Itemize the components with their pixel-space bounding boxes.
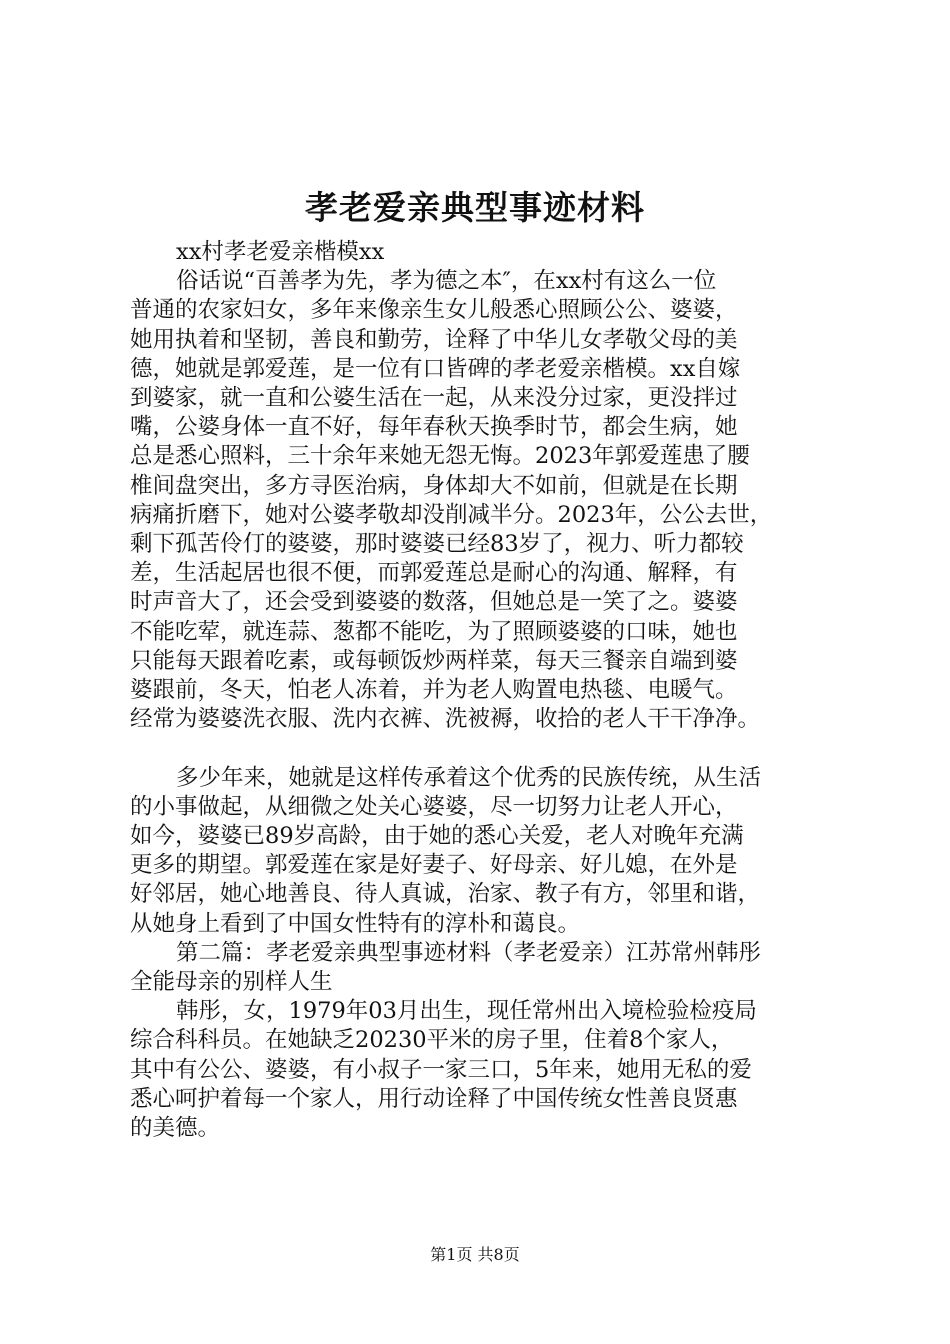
text-line: 的美德。 bbox=[130, 1115, 221, 1142]
text-line: 普通的农家妇女，多年来像亲生女儿般悉心照顾公公、婆婆， bbox=[130, 297, 738, 324]
section-heading-line: 全能母亲的别样人生 bbox=[130, 969, 333, 996]
text-line: 其中有公公、婆婆，有小叔子一家三口，5年来，她用无私的爱 bbox=[130, 1056, 752, 1083]
text-line: 综合科科员。在她缺乏20230平米的房子里，住着8个家人， bbox=[130, 1027, 734, 1054]
text-line: 不能吃荤，就连蒜、葱都不能吃，为了照顾婆婆的口味，她也 bbox=[130, 618, 738, 645]
subtitle-line: xx村孝老爱亲楷模xx bbox=[176, 239, 385, 265]
page-indicator: 第1页 共8页 bbox=[430, 1245, 520, 1264]
text-line: 到婆家，就一直和公婆生活在一起，从来没分过家，更没拌过 bbox=[130, 385, 738, 412]
text-line: 经常为婆婆洗衣服、洗内衣裤、洗被褥，收拾的老人干干净净。 bbox=[130, 706, 761, 733]
text-line: 的小事做起，从细微之处关心婆婆，尽一切努力让老人开心， bbox=[130, 793, 738, 820]
text-line: 时声音大了，还会受到婆婆的数落，但她总是一笑了之。婆婆 bbox=[130, 589, 738, 616]
text-line: 从她身上看到了中国女性特有的淳朴和蔼良。 bbox=[130, 910, 581, 937]
document-body bbox=[130, 238, 850, 1143]
text-line: 如今，婆婆已89岁高龄，由于她的悉心关爱，老人对晚年充满 bbox=[130, 823, 744, 850]
text-line: 只能每天跟着吃素，或每顿饭炒两样菜，每天三餐亲自端到婆 bbox=[130, 647, 738, 674]
text-line: 多少年来，她就是这样传承着这个优秀的民族传统，从生活 bbox=[176, 764, 762, 791]
text-line: 病痛折磨下，她对公婆孝敬却没削减半分。2023年，公公去世， bbox=[130, 501, 773, 528]
text-line: 总是悉心照料，三十余年来她无怨无悔。2023年郭爱莲患了腰 bbox=[130, 443, 750, 470]
text-line: 好邻居，她心地善良、待人真诚，治家、教子有方，邻里和谐， bbox=[130, 881, 761, 908]
text-line: 俗话说“百善孝为先，孝为德之本″，在xx村有这么一位 bbox=[176, 268, 717, 295]
text-line: 嘴，公婆身体一直不好，每年春秋天换季时节，都会生病，她 bbox=[130, 414, 738, 441]
text-line: 她用执着和坚韧，善良和勤劳，诠释了中华儿女孝敬父母的美 bbox=[130, 326, 738, 353]
text-line: 悉心呵护着每一个家人，用行动诠释了中国传统女性善良贤惠 bbox=[130, 1085, 738, 1112]
text-line: 德，她就是郭爱莲，是一位有口皆碑的孝老爱亲楷模。xx自嫁 bbox=[130, 355, 741, 382]
text-line: 椎间盘突出，多方寻医治病，身体却大不如前，但就是在长期 bbox=[130, 472, 738, 499]
text-line: 剩下孤苦伶仃的婆婆，那时婆婆已经83岁了，视力、听力都较 bbox=[130, 531, 744, 558]
text-line: 韩彤，女，1979年03月出生，现任常州出入境检验检疫局 bbox=[176, 998, 757, 1025]
section-heading-line: 第二篇：孝老爱亲典型事迹材料（孝老爱亲）江苏常州韩彤 bbox=[176, 939, 762, 966]
text-line: 差，生活起居也很不便，而郭爱莲总是耐心的沟通、解释，有 bbox=[130, 560, 738, 587]
text-line: 更多的期望。郭爱莲在家是好妻子、好母亲、好儿媳，在外是 bbox=[130, 852, 738, 879]
text-line: 婆跟前，冬天，怕老人冻着，并为老人购置电热毯、电暖气。 bbox=[130, 677, 738, 704]
paragraph-gap bbox=[130, 734, 850, 763]
document-title: 孝老爱亲典型事迹材料 bbox=[305, 188, 645, 227]
